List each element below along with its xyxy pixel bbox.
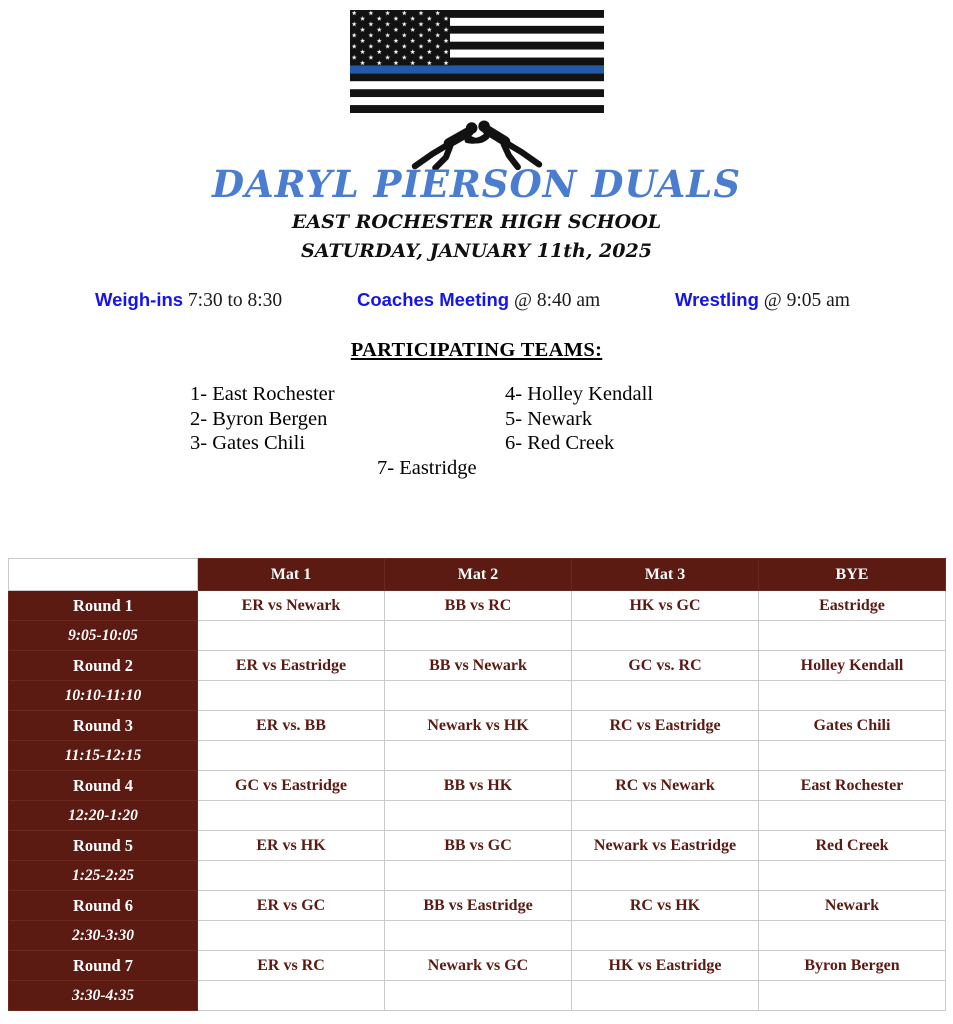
weigh-ins-label: Weigh-ins <box>95 289 184 310</box>
team-item: 1- East Rochester <box>190 383 335 405</box>
column-header-mat2: Mat 2 <box>385 559 572 591</box>
matchup: ER vs. BB <box>198 711 385 741</box>
empty-cell <box>198 981 385 1011</box>
empty-cell <box>198 921 385 951</box>
matchup: ER vs GC <box>198 891 385 921</box>
bye-team: Gates Chili <box>759 711 946 741</box>
bye-team: Eastridge <box>759 591 946 621</box>
wrestling-label: Wrestling <box>674 289 759 310</box>
wrestling-info <box>675 289 850 312</box>
matchup: GC vs Eastridge <box>198 771 385 801</box>
matchup: BB vs Eastridge <box>385 891 572 921</box>
event-date: SATURDAY, JANUARY 11th, 2025 <box>301 240 652 262</box>
empty-cell <box>572 741 759 771</box>
matchup: GC vs. RC <box>572 651 759 681</box>
empty-cell <box>572 921 759 951</box>
empty-cell <box>198 801 385 831</box>
matchup: ER vs Newark <box>198 591 385 621</box>
round-row <box>9 951 946 981</box>
empty-cell <box>385 921 572 951</box>
flag-container <box>0 0 953 113</box>
matchup: BB vs HK <box>385 771 572 801</box>
matchup: ER vs HK <box>198 831 385 861</box>
empty-cell <box>572 981 759 1011</box>
round-time: 9:05-10:05 <box>9 621 198 651</box>
column-header-bye: BYE <box>759 559 946 591</box>
matchup: BB vs RC <box>385 591 572 621</box>
matchup: HK vs GC <box>572 591 759 621</box>
teams-column-left <box>190 382 505 456</box>
matchup: BB vs GC <box>385 831 572 861</box>
round-label: Round 2 <box>9 651 198 681</box>
round-time: 10:10-11:10 <box>9 681 198 711</box>
round-row <box>9 831 946 861</box>
empty-cell <box>572 621 759 651</box>
time-row <box>9 621 946 651</box>
empty-cell <box>385 681 572 711</box>
participating-teams-heading: PARTICIPATING TEAMS: <box>350 339 603 361</box>
time-row <box>9 861 946 891</box>
coaches-meeting-info <box>357 289 600 312</box>
round-time: 11:15-12:15 <box>9 741 198 771</box>
empty-cell <box>759 681 946 711</box>
team-item: 5- Newark <box>505 407 593 430</box>
schedule-table <box>8 558 946 1011</box>
round-row <box>9 591 946 621</box>
school-name: EAST ROCHESTER HIGH SCHOOL <box>291 211 662 233</box>
empty-cell <box>759 621 946 651</box>
round-row <box>9 711 946 741</box>
weigh-ins-time: 7:30 to 8:30 <box>187 290 283 311</box>
round-label: Round 3 <box>9 711 198 741</box>
empty-cell <box>572 681 759 711</box>
page-title: DARYL PIERSON DUALS <box>211 162 742 206</box>
matchup: ER vs Eastridge <box>198 651 385 681</box>
wrestling-time: @ 9:05 am <box>763 290 850 311</box>
team-item: 6- Red Creek <box>505 432 615 454</box>
empty-cell <box>198 741 385 771</box>
empty-cell <box>759 801 946 831</box>
empty-cell <box>385 621 572 651</box>
teams-list <box>190 382 953 456</box>
time-row <box>9 981 946 1011</box>
team-item: 2- Byron Bergen <box>190 407 328 430</box>
empty-cell <box>198 621 385 651</box>
matchup: RC vs HK <box>572 891 759 921</box>
empty-cell <box>759 921 946 951</box>
round-row <box>9 651 946 681</box>
empty-cell <box>198 681 385 711</box>
matchup: RC vs Eastridge <box>572 711 759 741</box>
empty-cell <box>385 981 572 1011</box>
matchup: ER vs RC <box>198 951 385 981</box>
empty-cell <box>198 861 385 891</box>
column-header-mat3: Mat 3 <box>572 559 759 591</box>
column-header-mat1: Mat 1 <box>198 559 385 591</box>
bye-team: Newark <box>759 891 946 921</box>
round-row <box>9 771 946 801</box>
team-item: 3- Gates Chili <box>190 432 306 454</box>
matchup: RC vs Newark <box>572 771 759 801</box>
time-row <box>9 921 946 951</box>
coaches-meeting-time: @ 8:40 am <box>513 290 601 311</box>
empty-cell <box>385 741 572 771</box>
round-time: 3:30-4:35 <box>9 981 198 1011</box>
round-label: Round 4 <box>9 771 198 801</box>
round-time: 2:30-3:30 <box>9 921 198 951</box>
weigh-ins-info <box>95 289 282 312</box>
round-label: Round 1 <box>9 591 198 621</box>
round-label: Round 7 <box>9 951 198 981</box>
round-time: 12:20-1:20 <box>9 801 198 831</box>
team-item: 7- Eastridge <box>377 456 477 479</box>
matchup: HK vs Eastridge <box>572 951 759 981</box>
empty-cell <box>759 861 946 891</box>
bye-team: East Rochester <box>759 771 946 801</box>
empty-cell <box>385 861 572 891</box>
empty-cell <box>759 981 946 1011</box>
empty-cell <box>385 801 572 831</box>
schedule-header-row <box>9 559 946 591</box>
round-time: 1:25-2:25 <box>9 861 198 891</box>
round-label: Round 5 <box>9 831 198 861</box>
matchup: BB vs Newark <box>385 651 572 681</box>
empty-cell <box>759 741 946 771</box>
time-row <box>9 681 946 711</box>
thin-blue-line-flag-image <box>350 10 604 113</box>
time-row <box>9 741 946 771</box>
round-label: Round 6 <box>9 891 198 921</box>
teams-column-right <box>505 382 820 456</box>
bye-team: Red Creek <box>759 831 946 861</box>
matchup: Newark vs Eastridge <box>572 831 759 861</box>
round-row <box>9 891 946 921</box>
bye-team: Byron Bergen <box>759 951 946 981</box>
matchup: Newark vs HK <box>385 711 572 741</box>
team-item: 4- Holley Kendall <box>505 383 654 405</box>
schedule-header-stub <box>9 559 198 591</box>
empty-cell <box>572 861 759 891</box>
matchup: Newark vs GC <box>385 951 572 981</box>
bye-team: Holley Kendall <box>759 651 946 681</box>
time-row <box>9 801 946 831</box>
empty-cell <box>572 801 759 831</box>
coaches-meeting-label: Coaches Meeting <box>356 289 510 310</box>
event-info-row <box>0 289 953 312</box>
